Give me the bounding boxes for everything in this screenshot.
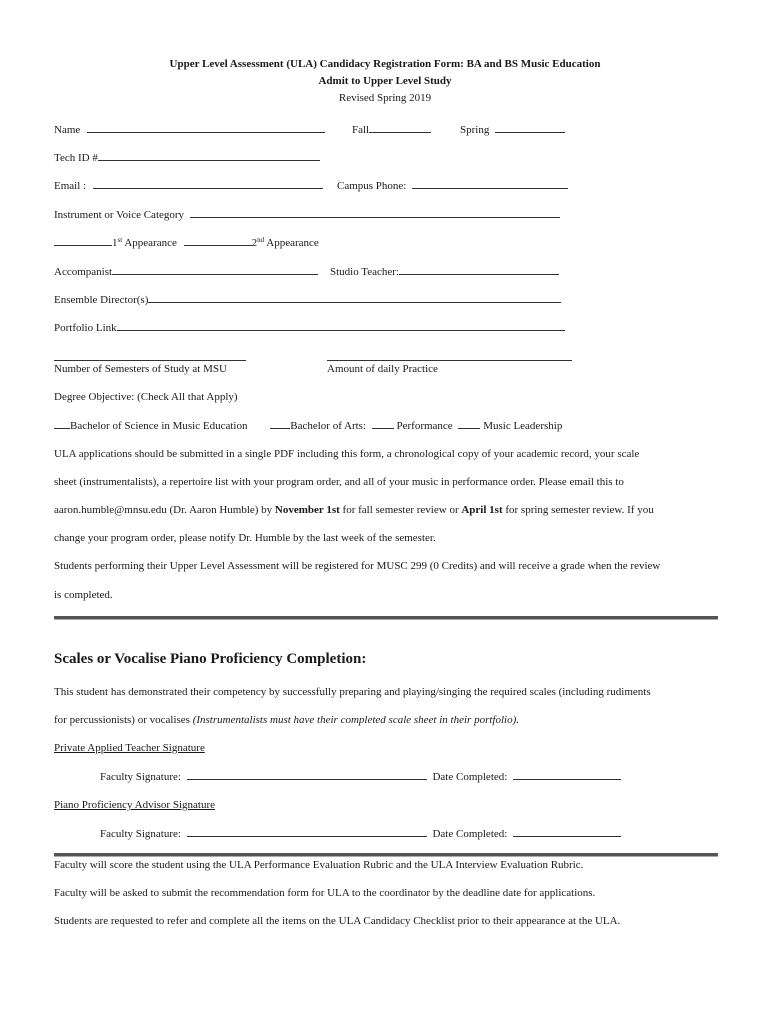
semesters-blank[interactable] xyxy=(54,350,246,361)
date-completed-label-2: Date Completed: xyxy=(432,828,508,840)
private-teacher-heading: Private Applied Teacher Signature xyxy=(54,742,205,754)
footer-line-2: Faculty will be asked to submit the recommendation form for ULA to the coordinator by the deadline date for applications. xyxy=(54,887,596,899)
accompanist-field[interactable] xyxy=(54,264,318,279)
faculty-signature-label-2: Faculty Signature: xyxy=(100,828,181,840)
faculty-signature-blank-2[interactable] xyxy=(187,826,427,837)
faculty-signature-label-1: Faculty Signature: xyxy=(100,771,181,783)
faculty-signature-blank-1[interactable] xyxy=(187,769,427,780)
name-field[interactable] xyxy=(54,122,325,137)
ba-option: Bachelor of Arts: xyxy=(290,420,366,432)
email-blank[interactable] xyxy=(93,178,323,189)
second-appearance-blank[interactable] xyxy=(184,235,252,246)
date-completed-label-1: Date Completed: xyxy=(432,771,508,783)
tech-id-label: Tech ID # xyxy=(54,152,98,164)
email-field[interactable] xyxy=(54,178,323,193)
first-appearance-blank[interactable] xyxy=(54,235,112,246)
tech-id-blank[interactable] xyxy=(98,150,320,161)
fall-label: Fall xyxy=(352,124,370,136)
private-teacher-signature-row xyxy=(100,769,621,784)
ensemble-label: Ensemble Director(s) xyxy=(54,294,149,306)
piano-advisor-signature-row xyxy=(100,826,621,841)
performance-option: Performance xyxy=(396,420,453,432)
second-appearance-number: 2 xyxy=(251,237,258,249)
instructions-line-2: sheet (instrumentalists), a repertoire list with your program order, and all of your music in performance order. Please email this to xyxy=(54,476,624,488)
bs-option: Bachelor of Science in Music Education xyxy=(70,420,248,432)
piano-advisor-heading: Piano Proficiency Advisor Signature xyxy=(54,799,216,811)
ba-checkbox[interactable] xyxy=(270,418,290,429)
proficiency-note: (Instrumentalists must have their completed scale sheet in their portfolio). xyxy=(192,714,519,726)
date-completed-blank-1[interactable] xyxy=(513,769,621,780)
instructions-line-6: is completed. xyxy=(54,589,113,601)
spring-deadline: April 1st xyxy=(461,504,503,516)
name-blank[interactable] xyxy=(87,122,325,133)
fall-deadline: November 1st xyxy=(274,504,340,516)
instructions-line-4: change your program order, please notify Dr. Humble by the last week of the semester. xyxy=(54,532,436,544)
portfolio-link-field[interactable] xyxy=(54,320,565,335)
campus-phone-field[interactable] xyxy=(337,178,568,193)
section-divider-2 xyxy=(54,853,718,857)
practice-label: Amount of daily Practice xyxy=(327,363,438,375)
practice-blank[interactable] xyxy=(327,350,572,361)
ensemble-blank[interactable] xyxy=(148,292,561,303)
spring-blank[interactable] xyxy=(495,122,565,133)
instructions-mid: for fall semester review or xyxy=(339,504,462,516)
appearance-fields xyxy=(54,235,319,250)
email-label: Email : xyxy=(54,180,87,192)
ensemble-director-field[interactable] xyxy=(54,292,561,307)
campus-phone-label: Campus Phone: xyxy=(337,180,407,192)
section-divider-1 xyxy=(54,616,718,620)
instructions-email: aaron.humble@mnsu.edu (Dr. Aaron Humble) by xyxy=(54,504,275,516)
proficiency-line-2 xyxy=(54,713,519,727)
campus-phone-blank[interactable] xyxy=(412,178,568,189)
name-label: Name xyxy=(54,124,81,136)
instrument-field[interactable] xyxy=(54,207,560,222)
instrument-blank[interactable] xyxy=(190,207,560,218)
performance-checkbox[interactable] xyxy=(372,418,394,429)
form-subtitle: Admit to Upper Level Study xyxy=(318,75,452,87)
fall-blank[interactable] xyxy=(369,122,431,133)
proficiency-heading: Scales or Vocalise Piano Proficiency Completion: xyxy=(54,651,367,667)
portfolio-blank[interactable] xyxy=(117,320,565,331)
studio-teacher-blank[interactable] xyxy=(399,264,559,275)
studio-teacher-label: Studio Teacher: xyxy=(330,266,399,278)
first-appearance-suffix: st xyxy=(117,236,123,244)
spring-field[interactable] xyxy=(460,122,565,137)
fall-field[interactable] xyxy=(352,122,431,137)
accompanist-blank[interactable] xyxy=(112,264,318,275)
tech-id-field[interactable] xyxy=(54,150,320,165)
leadership-option: Music Leadership xyxy=(483,420,563,432)
footer-line-1: Faculty will score the student using the ULA Performance Evaluation Rubric and the ULA Interview Evaluation Rubric. xyxy=(54,859,584,871)
instructions-end: for spring semester review. If you xyxy=(502,504,654,516)
degree-objective-label: Degree Objective: (Check All that Apply) xyxy=(54,391,238,403)
second-appearance-label: Appearance xyxy=(266,237,319,249)
second-appearance-suffix: nd xyxy=(257,236,265,244)
proficiency-line-1: This student has demonstrated their competency by successfully preparing and playing/singing the required scales (including rudiments xyxy=(54,686,651,698)
form-title: Upper Level Assessment (ULA) Candidacy Registration Form: BA and BS Music Education xyxy=(169,58,601,70)
footer-line-3: Students are requested to refer and complete all the items on the ULA Candidacy Checklist prior to their appearance at the ULA. xyxy=(54,915,621,927)
first-appearance-number: 1 xyxy=(112,237,118,249)
portfolio-label: Portfolio Link xyxy=(54,322,117,334)
degree-options xyxy=(54,418,562,433)
instructions-line-3 xyxy=(54,503,654,517)
instructions-line-1: ULA applications should be submitted in a single PDF including this form, a chronological copy of your academic record, your scale xyxy=(54,448,640,460)
revision-date: Revised Spring 2019 xyxy=(338,92,432,104)
instructions-line-5: Students performing their Upper Level Assessment will be registered for MUSC 299 (0 Credits) and will receive a grade when the review xyxy=(54,560,661,572)
spring-label: Spring xyxy=(460,124,490,136)
studio-teacher-field[interactable] xyxy=(330,264,559,279)
date-completed-blank-2[interactable] xyxy=(513,826,621,837)
first-appearance-label: Appearance xyxy=(124,237,177,249)
proficiency-line-2-text: for percussionists) or vocalises xyxy=(54,714,193,726)
accompanist-label: Accompanist xyxy=(54,266,113,278)
semesters-label: Number of Semesters of Study at MSU xyxy=(54,363,227,375)
leadership-checkbox[interactable] xyxy=(458,418,480,429)
bs-checkbox[interactable] xyxy=(54,418,70,429)
instrument-label: Instrument or Voice Category xyxy=(54,209,185,221)
